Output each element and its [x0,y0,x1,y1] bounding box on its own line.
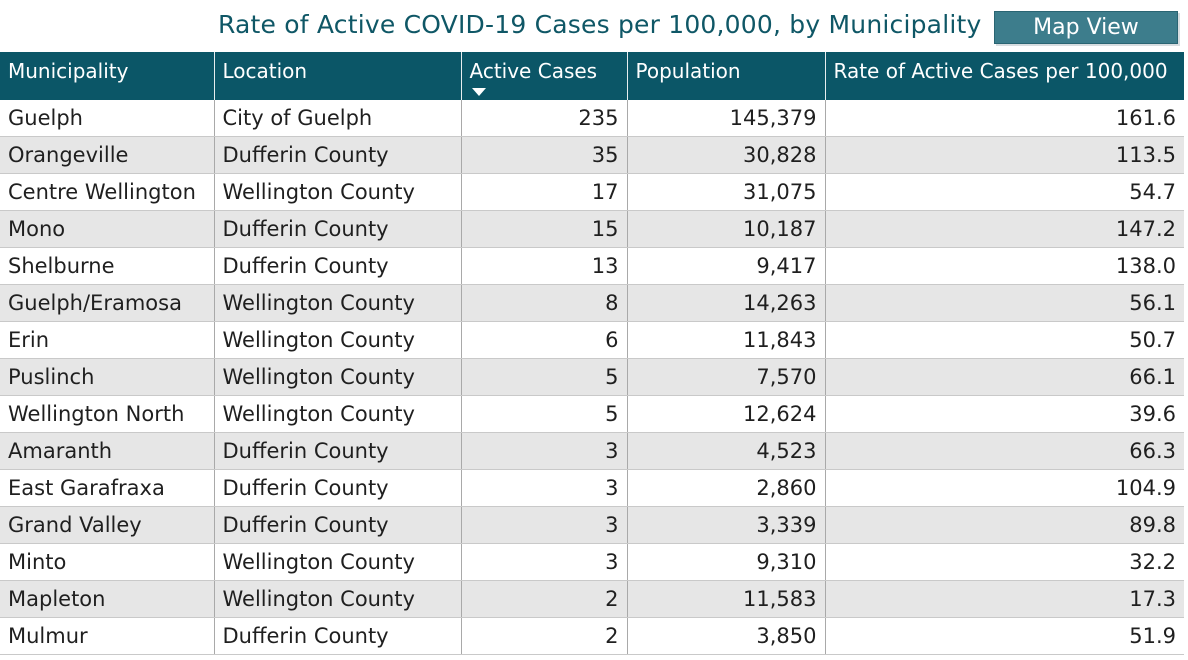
table-row[interactable] [0,618,1184,655]
column-header-location[interactable]: Location [214,52,461,100]
cell-location: Dufferin County [214,248,461,285]
cell-municipality: Minto [0,544,214,581]
cell-population: 3,850 [627,618,825,655]
cell-rate: 161.6 [825,100,1184,137]
cell-municipality: Shelburne [0,248,214,285]
table-row[interactable] [0,544,1184,581]
table-header-row [0,52,1184,100]
cell-active-cases: 35 [461,137,627,174]
cell-location: Wellington County [214,285,461,322]
column-header-population[interactable]: Population [627,52,825,100]
table-row[interactable] [0,322,1184,359]
table-row[interactable] [0,433,1184,470]
cell-population: 31,075 [627,174,825,211]
cell-active-cases: 5 [461,396,627,433]
cell-active-cases: 15 [461,211,627,248]
cell-rate: 66.3 [825,433,1184,470]
cell-rate: 50.7 [825,322,1184,359]
cell-municipality: Wellington North [0,396,214,433]
cell-rate: 138.0 [825,248,1184,285]
table-row[interactable] [0,470,1184,507]
cell-location: Wellington County [214,359,461,396]
cell-municipality: Grand Valley [0,507,214,544]
municipality-table [0,52,1184,655]
table-row[interactable] [0,211,1184,248]
sort-descending-icon [472,88,486,96]
cell-municipality: Guelph [0,100,214,137]
cell-population: 7,570 [627,359,825,396]
cell-active-cases: 5 [461,359,627,396]
cell-population: 4,523 [627,433,825,470]
cell-active-cases: 6 [461,322,627,359]
cell-population: 30,828 [627,137,825,174]
cell-active-cases: 3 [461,470,627,507]
table-body [0,100,1184,655]
cell-rate: 66.1 [825,359,1184,396]
cell-location: Wellington County [214,396,461,433]
cell-rate: 56.1 [825,285,1184,322]
cell-active-cases: 3 [461,544,627,581]
cell-location: Wellington County [214,322,461,359]
cell-population: 14,263 [627,285,825,322]
cell-active-cases: 8 [461,285,627,322]
cell-rate: 54.7 [825,174,1184,211]
table-row[interactable] [0,248,1184,285]
cell-population: 9,310 [627,544,825,581]
cell-location: Dufferin County [214,507,461,544]
cell-rate: 104.9 [825,470,1184,507]
cell-rate: 17.3 [825,581,1184,618]
cell-municipality: Erin [0,322,214,359]
cell-rate: 51.9 [825,618,1184,655]
cell-location: Dufferin County [214,470,461,507]
cell-location: Wellington County [214,581,461,618]
page-title: Rate of Active COVID-19 Cases per 100,000, by Municipality [218,10,982,39]
cell-municipality: Mulmur [0,618,214,655]
cell-location: Dufferin County [214,433,461,470]
cell-location: Dufferin County [214,137,461,174]
cell-location: Dufferin County [214,211,461,248]
cell-location: Dufferin County [214,618,461,655]
cell-population: 2,860 [627,470,825,507]
cell-population: 9,417 [627,248,825,285]
cell-population: 12,624 [627,396,825,433]
cell-rate: 39.6 [825,396,1184,433]
title-bar [0,0,1188,52]
cell-rate: 89.8 [825,507,1184,544]
table-row[interactable] [0,359,1184,396]
cell-municipality: Guelph/Eramosa [0,285,214,322]
column-header-municipality[interactable]: Municipality [0,52,214,100]
column-header-rate[interactable]: Rate of Active Cases per 100,000 [825,52,1184,100]
cell-population: 3,339 [627,507,825,544]
cell-active-cases: 13 [461,248,627,285]
cell-municipality: Centre Wellington [0,174,214,211]
cell-active-cases: 3 [461,433,627,470]
table-row[interactable] [0,174,1184,211]
map-view-button[interactable]: Map View [994,11,1178,44]
cell-municipality: Mono [0,211,214,248]
table-row[interactable] [0,581,1184,618]
cell-rate: 113.5 [825,137,1184,174]
cell-municipality: East Garafraxa [0,470,214,507]
table-row[interactable] [0,100,1184,137]
table-row[interactable] [0,137,1184,174]
cell-municipality: Mapleton [0,581,214,618]
cell-active-cases: 2 [461,581,627,618]
cell-population: 145,379 [627,100,825,137]
table-row[interactable] [0,507,1184,544]
cell-rate: 147.2 [825,211,1184,248]
cell-municipality: Orangeville [0,137,214,174]
column-header-active-cases[interactable] [461,52,627,100]
cell-municipality: Puslinch [0,359,214,396]
table-row[interactable] [0,396,1184,433]
cell-location: Wellington County [214,174,461,211]
cell-municipality: Amaranth [0,433,214,470]
table-row[interactable] [0,285,1184,322]
cell-active-cases: 2 [461,618,627,655]
cell-active-cases: 235 [461,100,627,137]
cell-active-cases: 17 [461,174,627,211]
cell-active-cases: 3 [461,507,627,544]
cell-location: Wellington County [214,544,461,581]
cell-population: 10,187 [627,211,825,248]
cell-rate: 32.2 [825,544,1184,581]
cell-location: City of Guelph [214,100,461,137]
column-header-active-cases-label: Active Cases [469,59,598,83]
cell-population: 11,843 [627,322,825,359]
cell-population: 11,583 [627,581,825,618]
